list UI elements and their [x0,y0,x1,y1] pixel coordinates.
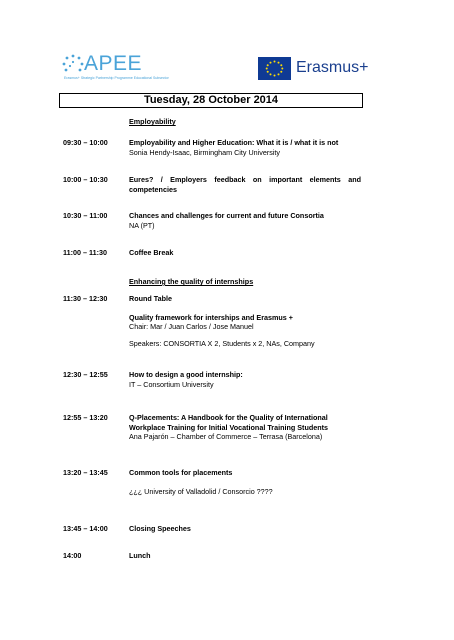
session-speaker: Ana Pajarón – Chamber of Commerce – Terrasa (Barcelona) [129,432,323,442]
session-title: Q-Placements: A Handbook for the Quality of International [129,413,328,422]
time-slot: 12:30 – 12:55 [63,370,108,379]
section-employability: Employability [129,117,176,126]
session-speakers: Speakers: CONSORTIA X 2, Students x 2, NAs, Company [129,338,315,348]
erasmus-logo-text: Erasmus+ [296,59,369,76]
time-slot: 10:30 – 11:00 [63,211,108,220]
session-title: Lunch [129,551,151,560]
section-internships: Enhancing the quality of internships [129,277,254,286]
session-title: Closing Speeches [129,524,191,533]
time-slot: 11:00 – 11:30 [63,248,107,257]
eu-flag-icon [258,57,291,80]
session-title: Common tools for placements [129,468,233,477]
session-title: Eures? / Employers feedback on important elements and [129,175,361,184]
time-slot: 13:45 – 14:00 [63,524,108,533]
session-title: Chances and challenges for current and future Consortia [129,211,324,220]
time-slot: 09:30 – 10:00 [63,138,108,147]
session-title-cont: Workplace Training for Initial Vocational Training Students [129,422,329,432]
session-speaker: NA (PT) [129,220,155,230]
session-title-cont: competencies [129,184,177,194]
time-slot: 13:20 – 13:45 [63,468,108,477]
time-slot: 14:00 [63,551,82,560]
session-speaker: IT – Consortium University [129,379,214,389]
session-speaker: Sonia Hendy-Isaac, Birmingham City University [129,147,280,157]
session-chair: Chair: Mar / Juan Carlos / Jose Manuel [129,322,254,332]
session-title: How to design a good internship: [129,370,243,379]
apee-logo-text: APEE [84,52,143,75]
session-speaker: ¿¿¿ University of Valladolid / Consorcio ???? [129,486,273,496]
session-title: Coffee Break [129,248,174,257]
time-slot: 11:30 – 12:30 [63,294,108,303]
erasmus-logo [258,57,398,83]
time-slot: 12:55 – 13:20 [63,413,108,422]
session-title: Employability and Higher Education: What it is / what it is not [129,138,339,147]
session-title: Round Table [129,294,172,303]
date-heading: Tuesday, 28 October 2014 [59,93,363,108]
apee-dots-icon [62,54,84,76]
session-subtitle: Quality framework for interships and Erasmus + [129,312,293,322]
apee-logo [62,52,172,84]
time-slot: 10:00 – 10:30 [63,175,108,184]
apee-tagline: Erasmus+ Strategic Partnership Programme Educational Subsector [64,76,169,80]
